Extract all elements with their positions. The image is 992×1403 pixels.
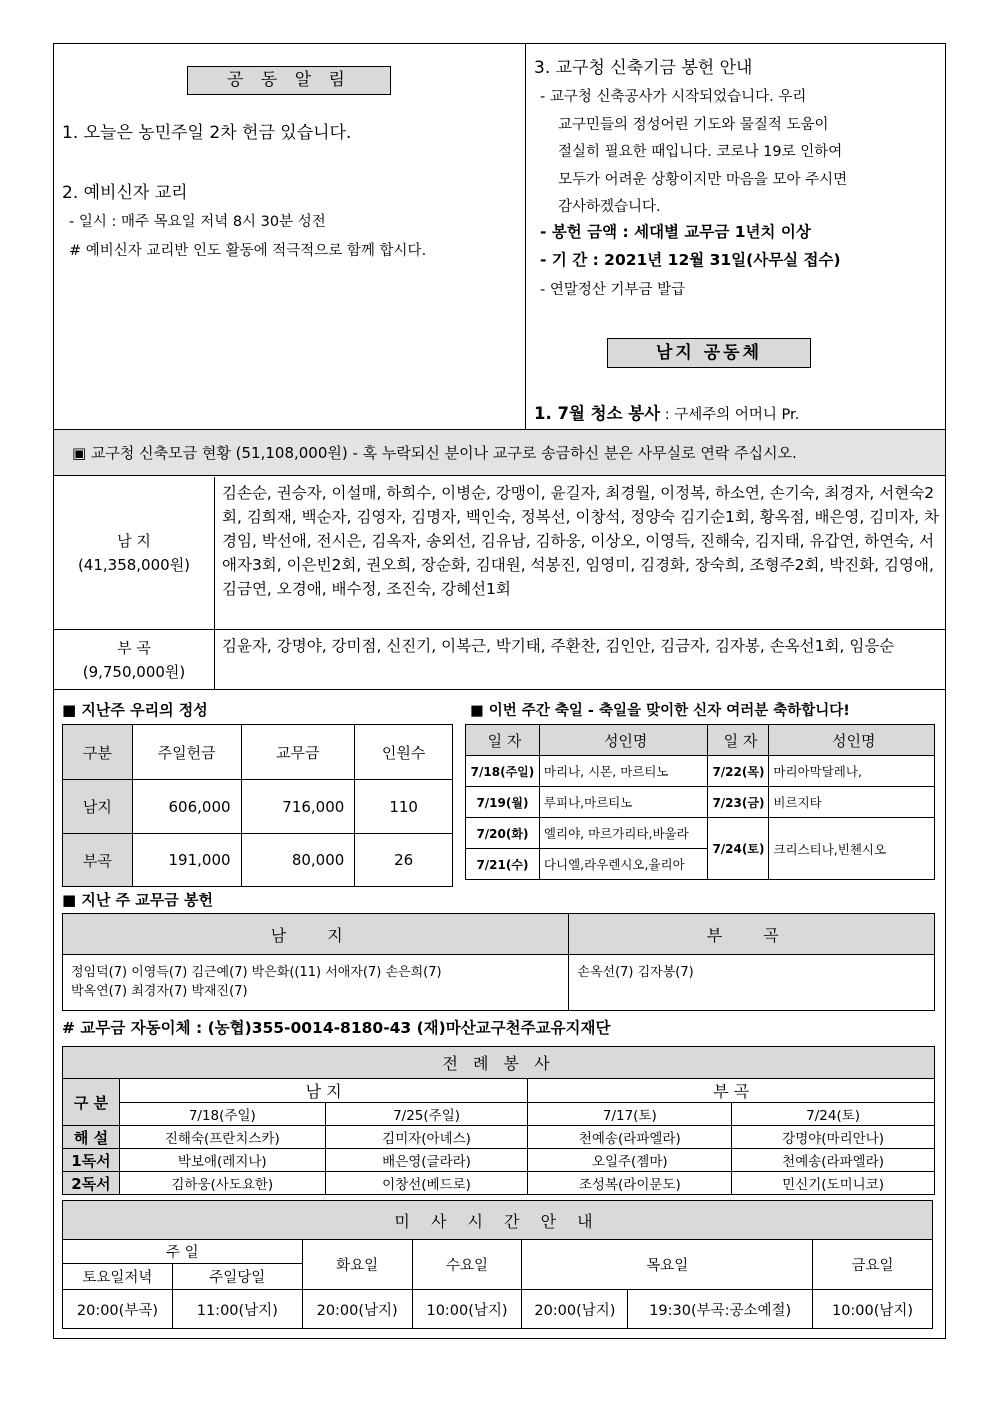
service-role: 1독서 (63, 1149, 120, 1172)
offering-row-label: 부곡 (63, 834, 133, 887)
feast-date: 7/21(수) (466, 849, 540, 880)
feast-date: 7/18(주일) (466, 756, 540, 787)
offering-header: 인원수 (355, 725, 453, 780)
donor-row-namji (54, 477, 945, 630)
offering-table (62, 724, 453, 887)
cleaning-service-label: 1. 7월 청소 봉사 (534, 404, 661, 423)
fund-notice-body-line: 교구민들의 정성어린 기도와 물질적 도움이 (558, 116, 829, 133)
fund-notice-body-line: - 교구청 신축공사가 시작되었습니다. 우리 (540, 89, 807, 105)
donor-label-bugok (54, 630, 215, 689)
fund-notice-body-line: 절실히 필요한 때입니다. 코로나 19로 인하여 (558, 144, 843, 160)
service-cell: 배은영(글라라) (325, 1149, 528, 1172)
bulletin-page (53, 43, 946, 1339)
offering-row-label: 남지 (63, 780, 133, 834)
mass-time: 19:30(부곡:공소예절) (628, 1290, 813, 1329)
donor-amount-bugok: (9,750,000원) (82, 662, 186, 681)
mass-time: 20:00(남지) (522, 1290, 628, 1329)
offering-cell: 606,000 (132, 780, 241, 834)
mass-time: 10:00(남지) (412, 1290, 522, 1329)
fund-notice-period: - 기 간 : 2021년 12월 31일(사무실 접수) (540, 251, 841, 269)
donor-amount-namji: (41,358,000원) (77, 556, 191, 574)
feast-header: 일 자 (708, 725, 769, 756)
service-cell: 조성복(라이문도) (528, 1172, 732, 1195)
feast-heading: ■ 이번 주간 축일 - 축일을 맞이한 신자 여러분 축하합니다! (470, 703, 850, 719)
notice-item-2-line-2: # 예비신자 교리반 인도 활동에 적극적으로 함께 합시다. (69, 243, 427, 259)
offering-cell: 191,000 (132, 834, 241, 887)
fund-status-banner: ▣ 교구청 신축모금 현황 (51,108,000원) - 혹 누락되신 분이나 교구로 송금하신 분은 사무실로 연락 주십시오. (54, 430, 945, 476)
offering-cell: 26 (355, 834, 453, 887)
service-bugok-header: 부 곡 (528, 1079, 935, 1103)
namji-community-title: 남지 공동체 (607, 338, 811, 368)
service-cell: 강명야(마리안나) (732, 1126, 935, 1149)
namji-community-item-1 (534, 400, 799, 424)
fund-notice-panel (526, 44, 945, 429)
dues-header-namji: 남 지 (63, 914, 569, 955)
donor-region-bugok: 부 곡 (117, 638, 151, 657)
cleaning-service-value: : 구세주의 어머니 Pr. (660, 407, 800, 423)
service-date: 7/25(주일) (325, 1103, 528, 1126)
service-cell: 민신기(도미니코) (732, 1172, 935, 1195)
mass-time: 20:00(남지) (302, 1290, 412, 1329)
fund-notice-body (540, 84, 847, 222)
notice-item-1: 1. 오늘은 농민주일 2차 헌금 있습니다. (62, 123, 352, 143)
service-cell: 오일주(젬마) (528, 1149, 732, 1172)
offering-header: 구분 (63, 725, 133, 780)
service-cell: 이창선(베드로) (325, 1172, 528, 1195)
offering-heading: ■ 지난주 우리의 정성 (62, 701, 208, 719)
service-date: 7/17(토) (528, 1103, 732, 1126)
fund-notice-receipt: - 연말정산 기부금 발급 (540, 282, 686, 298)
autopay-info: # 교무금 자동이체 : (농협)355-0014-8180-43 (재)마산교구천주교유지재단 (62, 1019, 611, 1037)
service-role: 2독서 (63, 1172, 120, 1195)
service-cell: 진해숙(프란치스카) (119, 1126, 325, 1149)
mass-wed-header: 수요일 (412, 1240, 522, 1290)
mass-time: 10:00(남지) (813, 1290, 933, 1329)
feast-saints: 엘리야, 마르가리타,바울라 (539, 818, 708, 849)
mass-thu-header: 목요일 (522, 1240, 813, 1290)
service-cell: 천예송(라파엘라) (732, 1149, 935, 1172)
top-section (54, 44, 945, 430)
donor-names-namji: 김손순, 권승자, 이설매, 하희수, 이병순, 강맹이, 윤길자, 최경월, 이정복, 하소연, 손기숙, 최경자, 서현숙2회, 김희재, 백순자, 김영자, 김명자, 백인숙, 정복선, 이창석, 정양숙 김기순1회, 황옥점, 배은영, 김미자, 차경임, 박선애, 전시은, 김옥자, 송외선, 김유남, 김하웅, 이상오, 이영득, 진해숙, 김지태, 유갑연, 하연숙, 서애자3회, 이은빈2회, 권오희, 장순화, 김대원, 석봉진, 임영미, 김경화, 장숙희, 조형주2회, 박진화, 김영애, 김금연, 오경애, 배수정, 조진숙, 강혜선1회 (222, 484, 939, 598)
service-table (62, 1046, 935, 1195)
dues-header-bugok: 부 곡 (569, 914, 935, 955)
feast-saints: 루피나,마르티노 (539, 787, 708, 818)
mass-time: 20:00(부곡) (63, 1290, 173, 1329)
dues-namji-line: 박옥연(7) 최경자(7) 박재진(7) (71, 984, 248, 999)
fund-notice-body-line: 모두가 어려운 상황이지만 마음을 모아 주시면 (558, 171, 848, 188)
feast-saints: 마리아막달레나, (769, 756, 935, 787)
feast-date: 7/24(토) (708, 818, 769, 880)
feast-header: 성인명 (769, 725, 935, 756)
offering-cell: 80,000 (241, 834, 355, 887)
fund-notice-body-line: 감사하겠습니다. (558, 199, 661, 215)
mass-time: 11:00(남지) (172, 1290, 302, 1329)
donor-label-namji (54, 477, 215, 629)
fund-notice-amount: - 봉헌 금액 : 세대별 교무금 1년치 이상 (540, 223, 811, 241)
donor-names-bugok: 김윤자, 강명야, 강미점, 신진기, 이복근, 박기태, 주환찬, 김인안, 김금자, 김자봉, 손옥선1회, 임응순 (222, 637, 895, 655)
common-notice-title: 공 동 알 림 (187, 66, 391, 95)
donor-region-namji: 남 지 (117, 532, 151, 550)
service-cell: 박보애(레지나) (119, 1149, 325, 1172)
mass-sat-eve-header: 토요일저녁 (63, 1264, 173, 1290)
offering-cell: 716,000 (241, 780, 355, 834)
mass-sunday-day-header: 주일당일 (172, 1264, 302, 1290)
donor-row-bugok (54, 630, 945, 690)
mass-table (62, 1200, 933, 1329)
service-namji-header: 남 지 (119, 1079, 528, 1103)
feast-date: 7/23(금) (708, 787, 769, 818)
mass-sunday-header: 주 일 (63, 1240, 303, 1264)
feast-header: 성인명 (539, 725, 708, 756)
feast-date: 7/22(목) (708, 756, 769, 787)
notice-item-2-title: 2. 예비신자 교리 (62, 183, 188, 203)
service-corner: 구 분 (63, 1079, 120, 1126)
notice-item-2-line-1: - 일시 : 매주 목요일 저녁 8시 30분 성전 (69, 214, 326, 230)
dues-heading: ■ 지난 주 교무금 봉헌 (62, 891, 213, 909)
feast-saints: 마리나, 시몬, 마르티노 (539, 756, 708, 787)
feast-date: 7/20(화) (466, 818, 540, 849)
service-title: 전 례 봉 사 (63, 1047, 935, 1079)
feast-header: 일 자 (466, 725, 540, 756)
mass-fri-header: 금요일 (813, 1240, 933, 1290)
service-role: 해 설 (63, 1126, 120, 1149)
offering-header: 주일헌금 (132, 725, 241, 780)
fund-notice-title: 3. 교구청 신축기금 봉헌 안내 (534, 58, 753, 78)
dues-bugok-cell: 손옥선(7) 김자봉(7) (569, 955, 935, 1011)
service-date: 7/18(주일) (119, 1103, 325, 1126)
feast-saints: 크리스티나,빈첸시오 (769, 818, 935, 880)
service-cell: 김미자(아녜스) (325, 1126, 528, 1149)
dues-namji-line: 정임덕(7) 이영득(7) 김근예(7) 박은화((11) 서애자(7) 손은희(7) (71, 965, 442, 980)
feast-date: 7/19(월) (466, 787, 540, 818)
dues-table (62, 913, 935, 1011)
feast-saints: 다니엘,라우렌시오,율리아 (539, 849, 708, 880)
common-notice-panel (54, 44, 526, 429)
mass-title: 미 사 시 간 안 내 (63, 1201, 933, 1240)
offering-header: 교무금 (241, 725, 355, 780)
service-cell: 천예송(라파엘라) (528, 1126, 732, 1149)
dues-namji-cell (63, 955, 569, 1011)
mass-tue-header: 화요일 (302, 1240, 412, 1290)
service-date: 7/24(토) (732, 1103, 935, 1126)
feast-saints: 비르지타 (769, 787, 935, 818)
feast-table (465, 724, 935, 880)
service-cell: 김하웅(사도요한) (119, 1172, 325, 1195)
offering-cell: 110 (355, 780, 453, 834)
